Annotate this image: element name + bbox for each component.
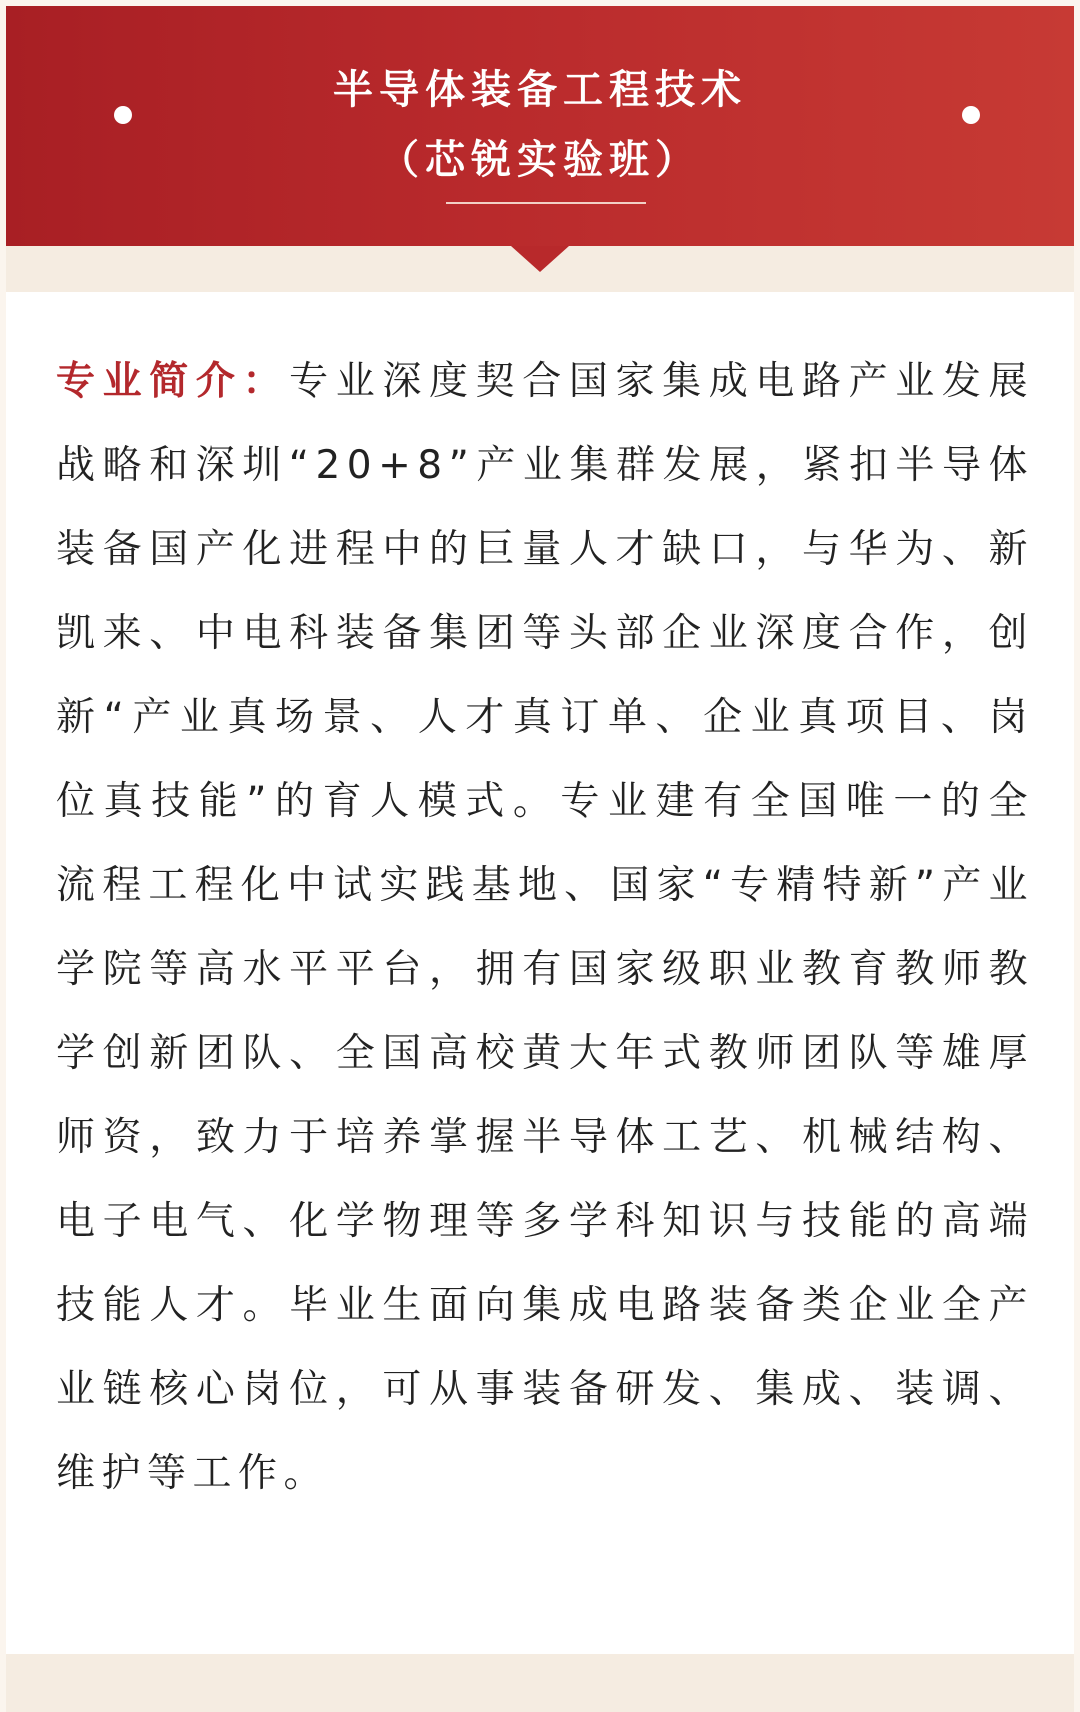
page-title: 半导体装备工程技术 [333, 67, 747, 113]
intro-card [6, 292, 1074, 1654]
footer-band [6, 1654, 1074, 1712]
intro-label: 专业简介： [56, 359, 290, 404]
header-banner [6, 6, 1074, 246]
down-arrow-icon [511, 246, 569, 272]
intro-paragraph [56, 340, 1034, 1516]
page-subtitle: （芯锐实验班） [379, 137, 701, 183]
intro-text: 专业深度契合国家集成电路产业发展战略和深圳“20+8”产业集群发展，紧扣半导体装备国产化进程中的巨量人才缺口，与华为、新凯来、中电科装备集团等头部企业深度合作，创新“产业真场景、人才真订单、企业真项目、岗位真技能”的育人模式。专业建有全国唯一的全流程工程化中试实践基地、国家“专精特新”产业学院等高水平平台，拥有国家级职业教育教师教学创新团队、全国高校黄大年式教师团队等雄厚师资，致力于培养掌握半导体工艺、机械结构、电子电气、化学物理等多学科知识与技能的高端技能人才。毕业生面向集成电路装备类企业全产业链核心岗位，可从事装备研发、集成、装调、维护等工作。 [56, 359, 1034, 1496]
title-underline [446, 202, 646, 204]
